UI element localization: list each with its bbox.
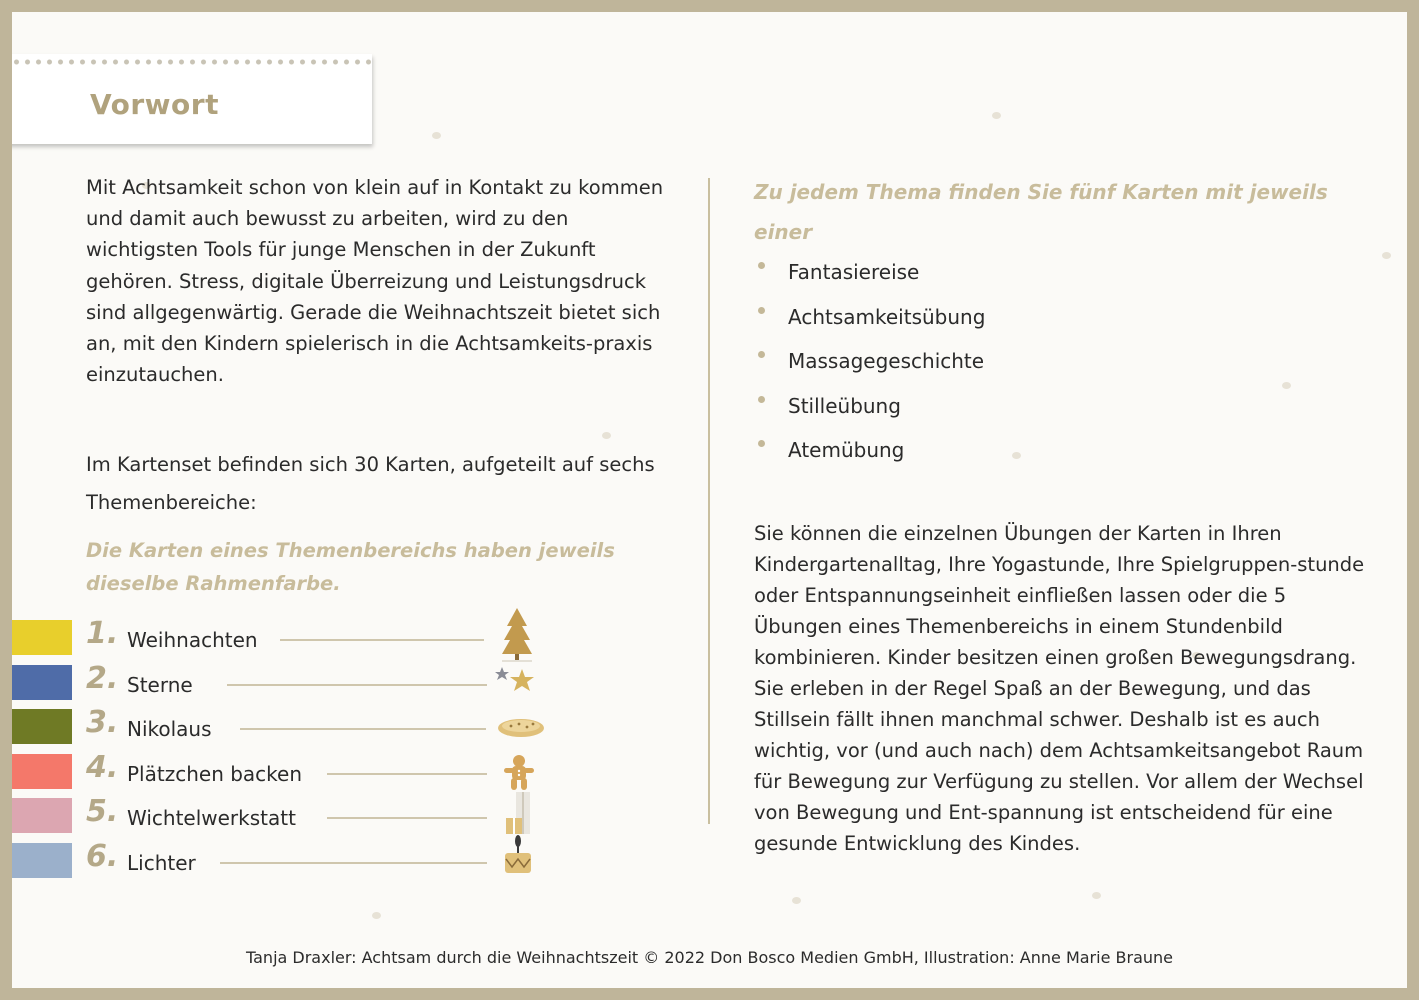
theme-number: 6. <box>86 838 119 874</box>
theme-name: Nikolaus <box>127 717 212 741</box>
theme-number: 1. <box>86 616 119 651</box>
intro-paragraph: Mit Achtsamkeit schon von klein auf in Kontakt zu kommen und damit auch bewusst zu arbeiten, wird zu den wichtigsten Tools für junge Menschen in der Zukunft gehören. Stress, digitale Überreizung und Leistungsdruck sind allgegenwärtig. Gerade die Weihnachtszeit bietet sich an, mit den Kindern spielerisch in die Achtsamkeits-praxis einzutauchen. <box>86 176 664 387</box>
exercise-list <box>754 260 985 483</box>
theme-item <box>12 657 560 701</box>
theme-name: Lichter <box>127 850 196 875</box>
color-swatch <box>12 754 72 789</box>
speckle <box>792 897 801 904</box>
list-item <box>754 438 985 483</box>
list-item <box>754 305 985 350</box>
body-paragraph: Sie können die einzelnen Übungen der Karten in Ihren Kindergartenalltag, Ihre Yogastunde, Ihre Spielgruppen-stunde oder Entspannungseinheit einfließen lassen oder die 5 Übungen eines Themenbereichs in einem Stundenbild kombinieren. Kinder besitzen einen großen Bewegungsdrang. Sie erleben in der Regel Spaß an der Bewegung, und das Stillsein fällt ihnen manchmal schwer. Deshalb ist es auch wichtig, vor (und auch nach) dem Achtsamkeitsangebot Raum für Bewegung zur Verfügung zu stellen. Vor allem der Wechsel von Bewegung und Ent-spannung ist entscheidend für eine gesunde Entwicklung des Kindes. <box>754 522 1365 855</box>
christmas-tree-icon <box>494 606 540 652</box>
theme-name: Sterne <box>127 672 193 697</box>
theme-cards-note: Zu jedem Thema finden Sie fünf Karten mit jeweils einer <box>754 180 1328 244</box>
speckle <box>1382 252 1391 259</box>
leader-line <box>240 728 486 730</box>
theme-name: Plätzchen backen <box>127 761 303 786</box>
list-item <box>754 394 985 439</box>
speckle <box>432 132 441 139</box>
frame-color-note: Die Karten eines Themenbereichs haben jeweils dieselbe Rahmenfarbe. <box>86 539 615 595</box>
bullet-icon <box>758 307 765 314</box>
speckle <box>602 432 611 439</box>
leader-line <box>327 773 487 775</box>
theme-item <box>12 612 560 656</box>
cards-paragraph: Im Kartenset befinden sich 30 Karten, aufgeteilt auf sechs Themenbereiche: <box>86 453 655 514</box>
leader-line <box>220 862 487 864</box>
speckle <box>372 912 381 919</box>
footer-credit: Tanja Draxler: Achtsam durch die Weihnachtszeit © 2022 Don Bosco Medien GmbH, Illustration: Anne Marie Braune <box>246 948 1173 967</box>
bullet-icon <box>758 396 765 403</box>
color-swatch <box>12 709 72 744</box>
speckle <box>1012 452 1021 459</box>
color-swatch <box>12 843 72 878</box>
list-item-label: Massagegeschichte <box>788 349 985 374</box>
list-item <box>754 349 985 394</box>
theme-name: Wichtelwerkstatt <box>127 806 296 830</box>
speckle <box>1282 382 1291 389</box>
leader-line <box>227 684 487 686</box>
list-item-label: Atemübung <box>788 438 905 463</box>
theme-number: 5. <box>86 794 119 829</box>
theme-item <box>12 701 560 745</box>
bullet-icon <box>758 440 765 447</box>
gift-icon <box>502 788 548 834</box>
leader-line <box>327 817 487 819</box>
color-swatch <box>12 665 72 700</box>
theme-number: 2. <box>86 660 119 696</box>
color-swatch <box>12 798 72 833</box>
bullet-icon <box>758 351 765 358</box>
card <box>12 12 1407 988</box>
speckle <box>1092 892 1101 899</box>
theme-item <box>12 790 560 834</box>
list-item-label: Stilleübung <box>788 393 901 418</box>
list-item-label: Fantasiereise <box>788 260 920 284</box>
page-title: Vorwort <box>90 88 219 121</box>
left-column <box>86 172 686 595</box>
theme-item <box>12 835 560 879</box>
leader-line <box>280 639 484 641</box>
theme-name: Weihnachten <box>127 628 258 652</box>
list-item-label: Achtsamkeitsübung <box>788 304 986 329</box>
candle-icon <box>502 835 548 881</box>
title-tab <box>12 54 372 144</box>
theme-number: 4. <box>86 749 119 785</box>
list-item <box>754 260 985 305</box>
theme-item <box>12 746 560 790</box>
speckle <box>992 112 1001 119</box>
bullet-icon <box>758 262 765 269</box>
color-swatch <box>12 620 72 655</box>
theme-number: 3. <box>86 705 119 740</box>
column-divider <box>708 178 710 824</box>
perforation <box>12 58 372 66</box>
